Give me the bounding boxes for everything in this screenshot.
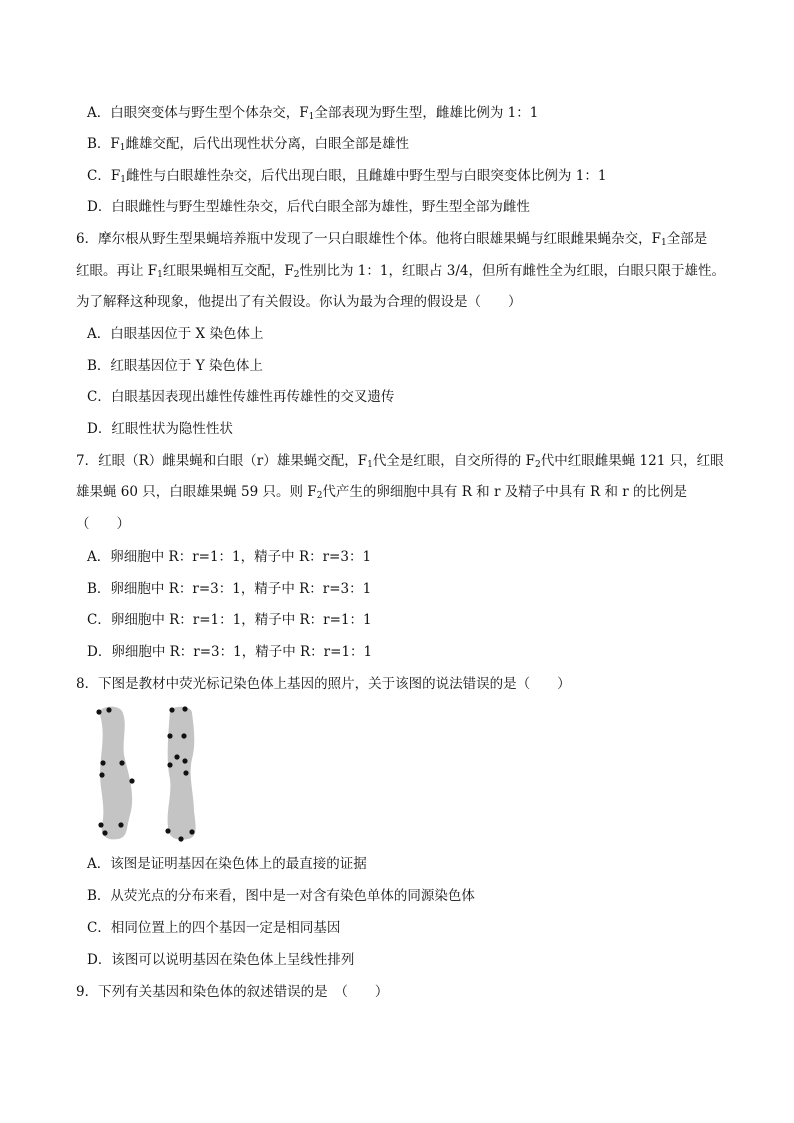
fluorescent-spot: [100, 760, 105, 765]
q8-option-a: A．该图是证明基因在染色体上的最直接的证据: [87, 856, 367, 872]
q7-option-d: D．卵细胞中 R：r=3：1，精子中 R：r=1：1: [87, 644, 373, 660]
q7-stem-text: 雄果蝇 60 只，白眼雄果蝇 59 只。则 F: [76, 484, 317, 500]
q7-stem-line-2: [76, 483, 687, 501]
q5-option-b-text-rest: 雌雄交配，后代出现性状分离，白眼全部是雄性: [125, 136, 410, 152]
q9-stem: 9．下列有关基因和染色体的叙述错误的是 （ ）: [76, 984, 389, 1000]
right-chromosome: [168, 707, 196, 840]
subscript: 1: [120, 175, 126, 185]
fluorescent-spot: [189, 829, 194, 834]
q6-stem-text-rest: 全部是: [666, 231, 708, 247]
subscript: 1: [119, 143, 126, 153]
q8-option-b: B．从荧光点的分布来看，图中是一对含有染色单体的同源染色体: [87, 888, 475, 904]
q5-option-d: D．白眼雌性与野生型雄性杂交，后代白眼全部为雄性，野生型全部为雌性: [87, 199, 530, 215]
fluorescent-spot: [167, 762, 172, 767]
subscript: 1: [367, 460, 373, 470]
q6-stem-line-2: [76, 262, 725, 280]
q7-stem-text: 代产生的卵细胞中具有 R 和 r 及精子中具有 R 和 r 的比例是: [322, 484, 687, 500]
fluorescent-spot: [178, 836, 183, 841]
q6-option-a: A．白眼基因位于 X 染色体上: [87, 326, 264, 342]
q7-stem-text: 7．红眼（R）雌果蝇和白眼（r）雄果蝇交配，F: [76, 453, 368, 469]
subscript: 1: [157, 270, 163, 280]
q7-option-c: C．卵细胞中 R：r=1：1，精子中 R：r=1：1: [87, 612, 372, 628]
chromosome-figure-svg: [88, 703, 216, 845]
fluorescent-spot: [183, 770, 188, 775]
left-chromosome: [99, 707, 132, 840]
fluorescent-spot: [167, 733, 172, 738]
chromosome-fluorescence-figure: [88, 703, 216, 845]
fluorescent-spot: [99, 772, 104, 777]
q7-stem-line-1: [76, 452, 724, 470]
fluorescent-spot: [106, 707, 111, 712]
q5-option-a-text-rest: 全部表现为野生型，雌雄比例为 1：1: [314, 105, 539, 121]
fluorescent-spot: [102, 830, 107, 835]
fluorescent-spot: [118, 822, 123, 827]
q6-option-d: D．红眼性状为隐性性状: [87, 421, 233, 437]
fluorescent-spot: [169, 707, 174, 712]
q6-option-b: B．红眼基因位于 Y 染色体上: [87, 358, 263, 374]
fluorescent-spot: [174, 754, 179, 759]
q5-option-c: [87, 167, 606, 185]
fluorescent-spot: [119, 760, 124, 765]
q7-option-a: A．卵细胞中 R：r=1：1，精子中 R：r=3：1: [87, 549, 372, 565]
subscript: 2: [534, 460, 541, 470]
q5-option-c-text: C．F: [87, 168, 121, 184]
subscript: 2: [316, 491, 323, 501]
fluorescent-spot: [129, 778, 134, 783]
q6-option-c: C．白眼基因表现出雄性传雄性再传雄性的交叉遗传: [87, 389, 395, 405]
q6-stem-line-3: 为了解释这种现象，他提出了有关假设。你认为最为合理的假设是（ ）: [76, 294, 522, 310]
q6-stem-text: 红眼。再让 F: [76, 263, 158, 279]
subscript: 2: [293, 270, 300, 280]
q5-option-b: [87, 135, 409, 153]
fluorescent-spot: [182, 706, 187, 711]
fluorescent-spot: [98, 822, 103, 827]
q6-stem-text: 性别比为 1：1，红眼占 3/4，但所有雌性全为红眼，白眼只限于雄性。: [299, 263, 726, 279]
q7-stem-text: 代中红眼雌果蝇 121 只，红眼: [540, 453, 724, 469]
q7-option-b: B．卵细胞中 R：r=3：1，精子中 R：r=3：1: [87, 581, 372, 597]
fluorescent-spot: [181, 733, 186, 738]
q5-option-c-text-rest: 雌性与白眼雄性杂交，后代出现白眼，且雌雄中野生型与白眼突变体比例为 1：1: [125, 168, 607, 184]
q5-option-a: [87, 104, 538, 122]
q7-stem-text: 代全是红眼，自交所得的 F: [372, 453, 535, 469]
subscript: 1: [660, 238, 667, 248]
q6-stem-text: 6．摩尔根从野生型果蝇培养瓶中发现了一只白眼雄性个体。他将白眼雄果蝇与红眼雌果蝇杂交，F: [76, 231, 661, 247]
fluorescent-spot: [96, 709, 101, 714]
q5-option-b-text: B．F: [87, 136, 120, 152]
subscript: 1: [308, 112, 315, 122]
q5-option-a-text: A．白眼突变体与野生型个体杂交，F: [87, 105, 309, 121]
q8-option-c: C．相同位置上的四个基因一定是相同基因: [87, 920, 341, 936]
fluorescent-spot: [165, 828, 170, 833]
fluorescent-spot: [182, 758, 187, 763]
q8-stem: 8．下图是教材中荧光标记染色体上基因的照片，关于该图的说法错误的是（ ）: [76, 676, 571, 692]
q6-stem-line-1: [76, 230, 707, 248]
q7-stem-line-3: （ ）: [76, 516, 130, 532]
q6-stem-text: 红眼果蝇相互交配，F: [162, 263, 294, 279]
q8-option-d: D．该图可以说明基因在染色体上呈线性排列: [87, 952, 355, 968]
